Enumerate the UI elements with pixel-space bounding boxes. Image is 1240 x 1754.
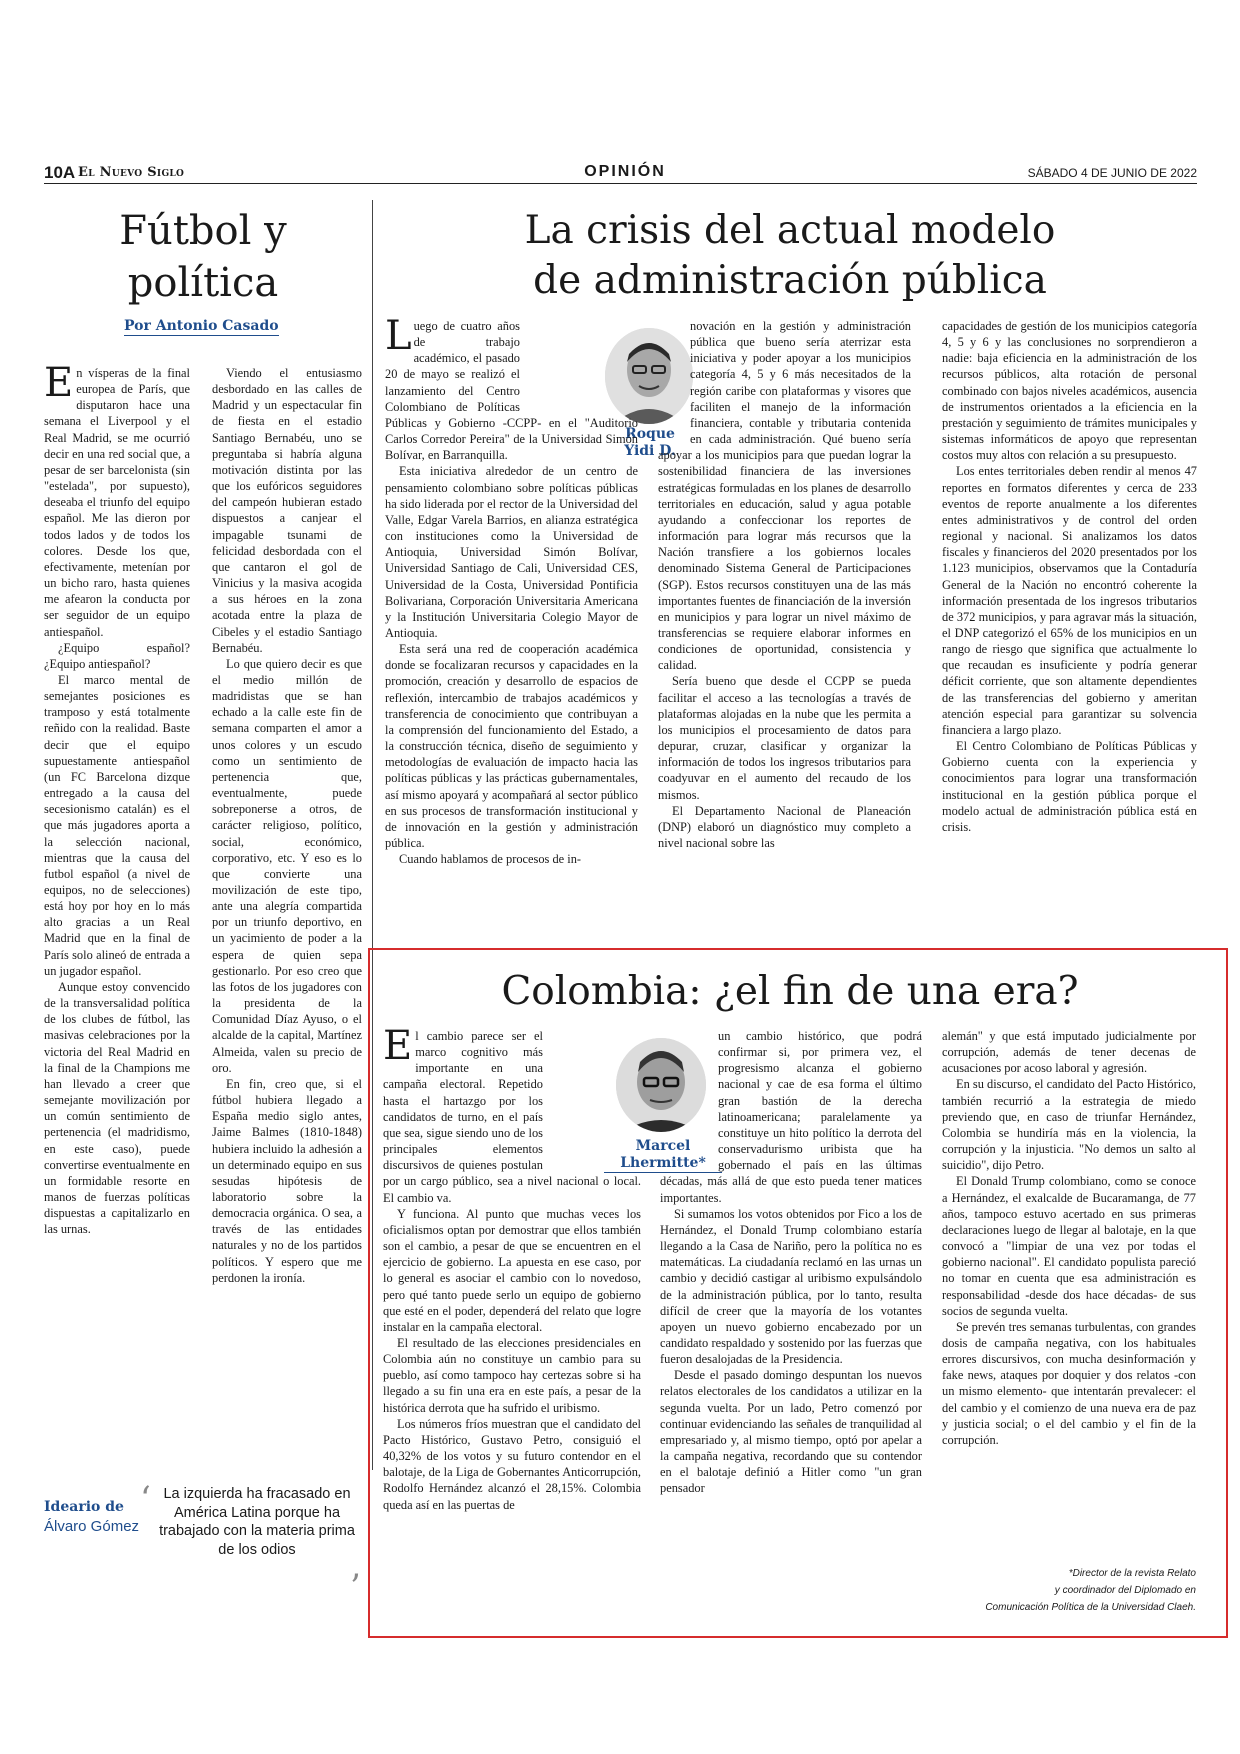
article-left-paragraph: Lo que quiero decir es que el medio millón de madridistas que se han echado a la calle este fin de semana comparten el amor a unos colores y un escudo como un sentimiento de pertenencia que, eventualmente, puede sobreponerse a otros, de carácter religioso, político, social, económico, corporativo, etc. Y eso es lo que convierte una movilización de este tipo, ante una alegría compartida por un triunfo deportivo, en un yacimiento de poder a la espera de quien sepa gestionarlo. Por eso creo que las fotos de los jugadores con la presidenta de la Comunidad Díaz Ayuso, o el alcalde de la capital, Martínez Almeida, valen su precio de oro. <box>212 656 362 1075</box>
article-left-paragraph: Viendo el entusiasmo desbordado en las calles de Madrid y un espectacular fin de fiesta en el estadio Santiago Bernabéu, uno se preguntaba si habría alguna motivación distinta por las que los eufóricos seguidores del campeón hubieran estado dispuestos a canjear el impagable tsunami de felicidad desbordada con el que cantaron el gol de Vinicius y la masiva acogida a sus héroes en la zona acotada entre la plaza de Cibeles y el estadio Santiago Bernabéu. <box>212 366 362 655</box>
author-footnote-line2: y coordinador del Diplomado en <box>1054 1585 1196 1596</box>
author-name-roque-line2: Yidi D. <box>624 443 676 459</box>
article-bottom-paragraph: Se prevén tres semanas turbulentas, con grandes dosis de campaña negativa, con los habituales errores discursivos, con mucha desinformación y fake news, ataques por doquier y dos relatos -con un mismo elemento- que intentarán prevalecer: el del cambio y el comienzo de una nueva era de paz y justicia social; o el del cambio y el fin de la corrupción. <box>942 1319 1196 1447</box>
article-top-paragraph: El Departamento Nacional de Planeación (DNP) elaboró un diagnóstico muy completo a nivel nacional sobre las <box>658 803 911 850</box>
newspaper-name: El Nuevo Siglo <box>78 165 185 180</box>
article-top-paragraph: Esta iniciativa alrededor de un centro de pensamiento colombiano sobre políticas públicas ha sido liderada por el rector de la Universidad del Valle, Edgar Varela Barrios, en alianza estratégica con instituciones como la Universidad de Antioquia, Universidad Simón Bolívar, Universidad Santiago de Cali, Universidad CES, Universidad de la Costa, Universidad Pontificia Bolivariana, Corporación Universitaria Americana y la Institución Universitaria Colegio Mayor de Antioquia. <box>385 464 638 640</box>
article-top-column-3 <box>942 318 1197 938</box>
article-bottom-paragraph: l cambio parece ser el marco cognitivo más importante en una campaña electoral. Repetido hasta el hartazgo por los candidatos de turno, en el país que sea, sigue siendo uno de los principales elementos discursivos de quienes postulan por un cargo público, sea a nivel nacional o local. El cambio va. <box>383 1029 641 1205</box>
page-number: 10A <box>44 163 76 182</box>
ideario-label-line2: Álvaro Gómez <box>44 1518 140 1535</box>
article-bottom-paragraph: En su discurso, el candidato del Pacto Histórico, también recurrió a la estrategia de miedo previendo que, en caso de triunfar Hernández, Colombia se hundiría más en la violencia, la corrupción y la injusticia. "No demos un salto al suicidio", dijo Petro. <box>942 1077 1196 1173</box>
author-name-marcel-line2: Lhermitte* <box>620 1155 706 1171</box>
article-left-paragraph: El marco mental de semejantes posiciones es tramposo y está totalmente reñido con la realidad. Baste decir que el equipo supuestamente antiespañol (un FC Barcelona dizque entregado a la causa del secesionismo catalán) es el que más jugadores aporta a la selección nacional, mientras que la causa del futbol español (a nivel de equipos, no de selecciones) está hoy por hoy en lo más alto gracias a un Real Madrid que en la final de París solo alineó de entrada a un jugador español. <box>44 672 190 978</box>
article-bottom-paragraph: alemán" y que está imputado judicialmente por corrupción, además de tener decenas de acusaciones por acoso laboral y agresión. <box>942 1029 1196 1076</box>
ideario-quote: La izquierda ha fracasado en América Latina porque ha trabajado con la materia prima de los odios <box>159 1486 355 1558</box>
article-left-byline: Por Antonio Casado <box>124 318 279 334</box>
article-top-column-2 <box>658 318 911 938</box>
author-name-roque-line1: Roque <box>625 426 675 442</box>
article-left-title <box>44 205 362 309</box>
ideario-label-line1: Ideario de <box>44 1499 124 1515</box>
article-left-title-line2: política <box>127 260 279 306</box>
article-top-title-line1: La crisis del actual modelo <box>524 208 1056 253</box>
article-bottom-paragraph: un cambio histórico, que podrá confirmar si, por primera vez, el progresismo alcanza el gobierno nacional y cae de esa forma el último gran bastión de la derecha latinoamericana; paralelamente ya constituye un hito político la derrota del conservadurismo uribista que ha gobernado el país en las últimas décadas, más allá de que esto pueda tener matices importantes. <box>660 1029 922 1205</box>
article-top-paragraph: novación en la gestión y administración pública que bueno sería aterrizar esta iniciativa y poder apoyar a los municipios categoría 4, 5 y 6 más necesitados de la región caribe con plataformas y visores que faciliten el manejo de la información financiera, contable y tributaria contenida en cada administración. Qué bueno sería apoyar a los municipios para que puedan lograr la sostenibilidad financiera de las inversiones estratégicas formuladas en los planes de desarrollo territoriales en educación, salud y agua potable ayudando a confeccionar los reportes de información para lograr más recursos que la Nación transfiere a los gobiernos locales denominado Sistema General de Participaciones (SGP). Estos recursos constituyen una de las más importantes fuentes de financiación de la inversión en municipios y para lograr un nivel máximo de transferencias se requiere elaborar informes en condiciones de oportunidad, consistencia y calidad. <box>658 319 911 673</box>
page-date: SÁBADO 4 DE JUNIO DE 2022 <box>1027 166 1197 180</box>
article-top-paragraph: Los entes territoriales deben rendir al menos 47 reportes en formatos diferentes y cerca de 233 eventos de reporte anualmente a los diferentes entes administrativos y de control del orden regional y nacional. Si analizamos los datos fiscales y financieros del 2020 presentados por los 1.123 municipios, observamos que la Contaduría General de la Nación no encontró coherente la información presentada de los ingresos tributarios de 372 municipios, y para agravar más la situación, el DNP categorizó el 65% de los municipios en un rango de riesgo que significa que actualmente lo que recaudan es insuficiente y podría generar déficit corriente, que son altamente dependientes de las transferencias del gobierno y ameritan atención especial para garantizar su solvencia financiera a largo plazo. <box>942 464 1197 737</box>
article-bottom-paragraph: El Donald Trump colombiano, como se conoce a Hernández, el exalcalde de Bucaramanga, de 77 años, tampoco estuvo acertado en sus primeras declaraciones luego de llegar al balotaje, en la que convocó a "limpiar de una vez por todas el gobierno nacional". El candidato populista pareció no tomar en cuenta que esa administración es responsabilidad -desde dos hace décadas- de sus socios de segunda vuelta. <box>942 1174 1196 1318</box>
header-rule <box>44 183 1197 184</box>
article-top-title <box>385 206 1195 306</box>
ideario-label <box>44 1497 139 1537</box>
article-top-title-line2: de administración pública <box>533 258 1047 303</box>
article-left-title-line1: Fútbol y <box>119 208 287 254</box>
article-bottom-paragraph: Desde el pasado domingo despuntan los nuevos relatos electorales de los candidatos a utilizar en la segunda vuelta. Por un lado, Petro comenzó por continuar evidenciando las señales de tranquilidad al empresariado y, al mismo tiempo, optó por apelar a la campaña negativa, recordando que su contendor en el balotaje definió a Hitler como "un gran pensador <box>660 1368 922 1496</box>
author-footnote-line1: *Director de la revista Relato <box>1068 1568 1196 1579</box>
article-bottom-column-1: El cambio parece ser el marco cognitivo más importante en una campaña electoral. Repetido hasta el hartazgo por los candidatos de turno, en el país que sea, sigue siendo uno de los principales elementos discursivos de quienes postulan por un cargo público, sea a nivel nacional o local. El cambio va. Y funciona. Al punto que muchas veces los oficialismos optan por demostrar que ellos también son el cambio, a pesar de que se encuentren en el ejercicio de gobierno. La apuesta en ese caso, por lo general es asociar el cambio con lo novedoso, pero qué tanto puede serlo un equipo de gobierno que esté en el poder, dependerá del relato que logre instalar en la campaña electoral. El resultado de las elecciones presidenciales en Colombia aún no constituye un cambio para su pueblo, así como tampoco hay certezas sobre si ha llegado a su fin una era en este país, a pesar de la histórica derrota que ha sufrido el uribismo. Los números fríos muestran que el candidato del Pacto Histórico, Gustavo Petro, consiguió el 40,32% de los votos y su futuro contendor en el balotaje, de la Liga de Gobernantes Anticorrupción, Rodolfo Hernández alcanzó el 28,15%. Colombia queda así en las puertas de <box>383 1028 641 1512</box>
article-left-column-1: En vísperas de la final europea de París, que disputaron hace una semana el Liverpool y el Real Madrid, se me ocurrió decir en una red social que, a pesar de ser barcelonista (sin "estelada", por supuesto), deseaba el triunfo del equipo español. Me las dieron por todos lados y de todos los colores. Desde los que, efectivamente, metenían por un bicho raro, hasta quienes me afearon la conducta por ser seguidor de un equipo antiespañol. ¿Equipo español? ¿Equipo antiespañol? El marco mental de semejantes posiciones es tramposo y está totalmente reñido con la realidad. Baste decir que el equipo supuestamente antiespañol (un FC Barcelona dizque entregado a la causa del secesionismo catalán) es el que más jugadores aporta a la selección nacional, mientras que la causa del futbol español (a nivel de equipos, no de selecciones) está hoy por hoy en lo más alto gracias a un Real Madrid que en la final de París solo alineó de entrada a un jugador español. Aunque estoy convencido de la transversalidad política de los clubes de fútbol, las masivas celebraciones por la victoria del Real Madrid en la final de la Champions me han llevado a creer que semejante movilización por un común sentimiento de pertenencia (el madridismo, en este caso), puede convertirse eventualmente en un formidable resorte en manos de fuerzas políticas dispuestas a capitalizarlo en las urnas. <box>44 365 190 1237</box>
article-bottom-paragraph: Los números fríos muestran que el candidato del Pacto Histórico, Gustavo Petro, consiguió el 40,32% de los votos y su futuro contendor en el balotaje, de la Liga de Gobernantes Anticorrupción, Rodolfo Hernández alcanzó el 28,15%. Colombia queda así en las puertas de <box>383 1416 641 1512</box>
article-bottom-title: Colombia: ¿el fin de una era? <box>501 969 1079 1014</box>
article-top-paragraph: Cuando hablamos de procesos de in- <box>399 852 582 867</box>
author-footnote <box>942 1565 1196 1616</box>
author-name-marcel-line1: Marcel <box>635 1138 691 1154</box>
article-left-paragraph: En fin, creo que, si el fútbol hubiera llegado a España medio siglo antes, Jaime Balmes (1810-1848) hubiera incluido la adhesión a un determinado equipo en sus sesudas hipótesis de laboratorio sobre la democracia orgánica. O sea, a través de las entidades naturales y no de los partidos políticos. Y espero que me perdonen la ironía. <box>212 1076 362 1285</box>
section-title: OPINIÓN <box>584 163 666 180</box>
article-top-paragraph: Sería bueno que desde el CCPP se pueda facilitar el acceso a las tecnologías a través de plataformas alojadas en la nube que les permita a los municipios el procesamiento de datos para depurar, cruzar, clasificar y organizar la información de todos los ingresos tributarios para coadyuvar en el aumento del recaudo de los mismos. <box>658 674 911 802</box>
quote-open-icon: ‘ <box>140 1479 151 1519</box>
article-top-paragraph: uego de cuatro años de trabajo académico, el pasado 20 de mayo se realizó el lanzamiento del Centro Colombiano de Políticas Públicas y Gobierno -CCPP- en el "Auditorio Carlos Corredor Pereira" de la Universidad Simón Bolívar, en Barranquilla. <box>385 319 638 463</box>
article-bottom-paragraph: Si sumamos los votos obtenidos por Fico a los de Hernández, el Donald Trump colombiano estaría llegando a la Casa de Nariño, pero la política no es matemáticas. La ciudadanía reclamó en las urnas un cambio y decidió castigar al uribismo expulsándolo de la administración pública, por lo tanto, resulta difícil de creer que la mayoría de los votantes apoyen un nuevo gobierno encabezado por un candidato respaldado y sostenido por las fuerzas que fueron desalojadas de la Presidencia. <box>660 1206 922 1367</box>
article-left-paragraph: ¿Equipo español? ¿Equipo antiespañol? <box>44 640 190 671</box>
article-top-column-1: Luego de cuatro años de trabajo académico, el pasado 20 de mayo se realizó el lanzamiento del Centro Colombiano de Políticas Públicas y Gobierno -CCPP- en el "Auditorio Carlos Corredor Pereira" de la Universidad Simón Bolívar, en Barranquilla. Esta iniciativa alrededor de un centro de pensamiento colombiano sobre políticas públicas ha sido liderada por el rector de la Universidad del Valle, Edgar Varela Barrios, en alianza estratégica con instituciones como la Universidad de Antioquia, Universidad Simón Bolívar, Universidad Santiago de Cali, Universidad CES, Universidad de la Costa, Universidad Pontificia Bolivariana, Corporación Universitaria Americana y la Institución Universitaria Colegio Mayor de Antioquia. Esta será una red de cooperación académica donde se focalizaran recursos y capacidades en la promoción, creación y desarrollo de espacios de reflexión, intercambio de trabajos académicos y transferencia de conocimiento que contribuyan a la comprensión del funcionamiento del Estado, a la construcción técnica, diseño de seguimiento y metodologías de evaluación de impacto hacia las políticas públicas y las prácticas gubernamentales, así mismo apoyará y acompañará al sector público en sus procesos de transformación institucional y de innovación en la gestión y administración pública. Cuando hablamos de procesos de in- <box>385 318 638 867</box>
article-bottom-paragraph: El resultado de las elecciones presidenciales en Colombia aún no constituye un cambio para su pueblo, así como tampoco hay certezas sobre si ha llegado a su fin una era en este país, a pesar de la histórica derrota que ha sufrido el uribismo. <box>383 1335 641 1415</box>
article-top-paragraph: El Centro Colombiano de Políticas Públicas y Gobierno cuenta con la experiencia y conocimientos para lograr una transformación institucional en la gestión pública porque el modelo actual de administración pública está en crisis. <box>942 739 1197 834</box>
article-left-paragraph: n vísperas de la final europea de París, que disputaron hace una semana el Liverpool y el Real Madrid, se me ocurrió decir en una red social que, a pesar de ser barcelonista (sin "estelada", por supuesto), deseaba el triunfo del equipo español. Me las dieron por todos lados y de todos los colores. Desde los que, efectivamente, metenían por un bicho raro, hasta quienes me afearon la conducta por ser seguidor de un equipo antiespañol. <box>44 366 190 639</box>
article-left-paragraph: Aunque estoy convencido de la transversalidad política de los clubes de fútbol, las masivas celebraciones por la victoria del Real Madrid en la final de la Champions me han llevado a creer que semejante movilización por un común sentimiento de pertenencia (el madridismo, en este caso), puede convertirse eventualmente en un formidable resorte en manos de fuerzas políticas dispuestas a capitalizarlo en las urnas. <box>44 979 190 1237</box>
article-top-paragraph: Esta será una red de cooperación académica donde se focalizaran recursos y capacidades en la promoción, creación y desarrollo de espacios de reflexión, intercambio de trabajos académicos y transferencia de conocimiento que contribuyan a la comprensión del funcionamiento del Estado, a la construcción técnica, diseño de seguimiento y metodologías de evaluación de impacto hacia las políticas públicas y las prácticas gubernamentales, así mismo apoyará y acompañará al sector público en sus procesos de transformación institucional y de innovación en la gestión y administración pública. <box>385 642 638 850</box>
article-bottom-column-2 <box>660 1028 922 1603</box>
article-left-column-2 <box>212 365 362 1490</box>
article-bottom-column-3 <box>942 1028 1196 1558</box>
article-top-paragraph: capacidades de gestión de los municipios categoría 4, 5 y 6 y las conclusiones no sorprendieron a nadie: baja eficiencia en la administración de los recursos públicos, alta rotación de personal combinado con bajos niveles académicos, ausencia de instrumentos orientados a la eficiencia en la prestación y seguimiento de trámites municipales y sistemas informáticos de apoyo que representan costos muy altos con relación a su presupuesto. <box>942 319 1197 463</box>
quote-close-icon: ’ <box>350 1567 361 1607</box>
article-bottom-paragraph: Y funciona. Al punto que muchas veces los oficialismos optan por demostrar que ellos también son el cambio, a pesar de que se encuentren en el ejercicio de gobierno. La apuesta en ese caso, por lo general es asociar el cambio con lo novedoso, pero qué tanto puede serlo un equipo de gobierno que esté en el poder, dependerá del relato que logre instalar en la campaña electoral. <box>383 1206 641 1334</box>
author-footnote-line3: Comunicación Política de la Universidad Claeh. <box>985 1602 1196 1613</box>
